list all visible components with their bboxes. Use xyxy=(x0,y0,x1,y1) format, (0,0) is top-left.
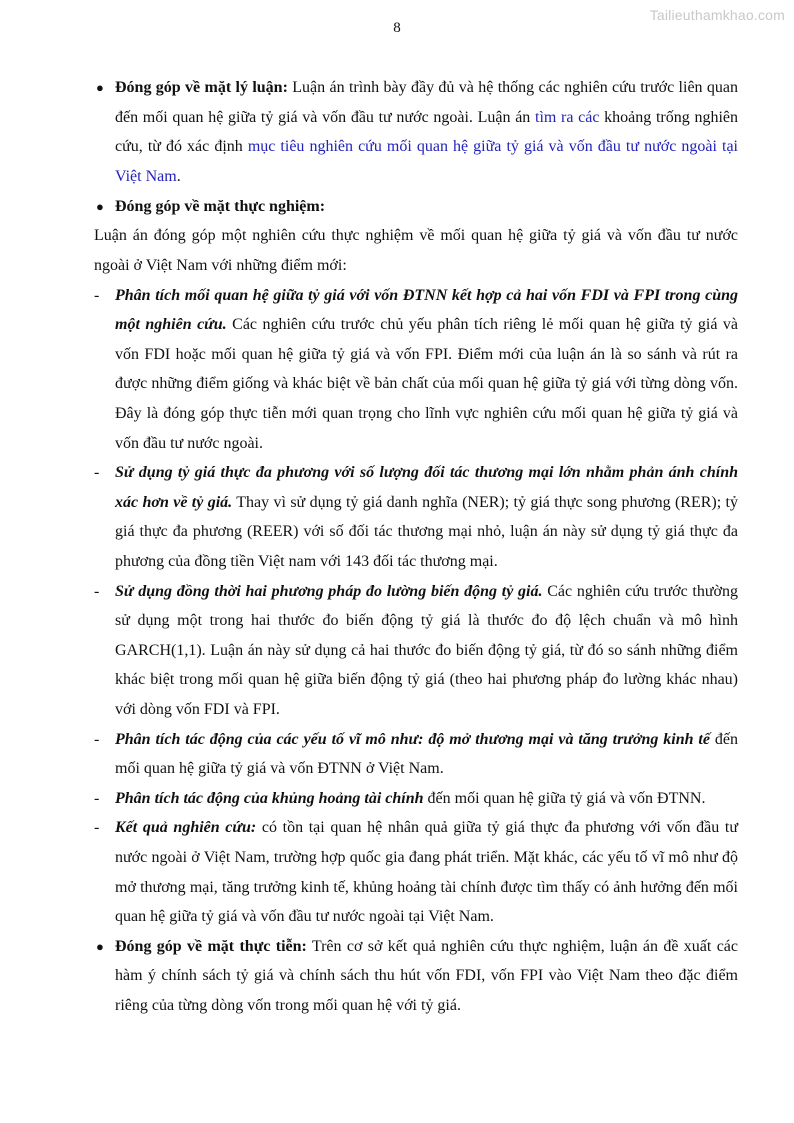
theory-contribution-item xyxy=(94,73,738,191)
theory-link-1[interactable]: tìm ra các xyxy=(535,108,600,126)
point-text: đến mối quan hệ giữa tỷ giá và vốn ĐTNN ở Việt Nam. xyxy=(115,730,738,778)
list-item xyxy=(94,784,738,814)
point-text: Các nghiên cứu trước chủ yếu phân tích riêng lẻ mối quan hệ giữa tỷ giá và vốn FDI hoặc mối quan hệ giữa tỷ giá và vốn FPI. Điểm mới của luận án là so sánh và rút ra được những điểm giống và khác biệt về bản chất của mối quan hệ giữa tỷ giá với từng dòng vốn. Đây là đóng góp thực tiễn mới quan trọng cho lĩnh vực nghiên cứu mối quan hệ giữa tỷ giá và vốn đầu tư nước ngoài. xyxy=(115,316,739,452)
list-item xyxy=(94,813,738,931)
dash-marker: - xyxy=(94,730,100,748)
list-item xyxy=(94,725,738,784)
watermark: Tailieuthamkhao.com xyxy=(649,7,785,23)
dash-marker: - xyxy=(94,582,100,600)
practical-heading: Đóng góp về mặt thực tiễn: xyxy=(115,937,307,955)
point-text: có tồn tại quan hệ nhân quả giữa tỷ giá thực đa phương với vốn đầu tư nước ngoài ở Việt Nam, trường hợp quốc gia đang phát triển. Mặt khác, các yếu tố vĩ mô như độ mở thương mại, tăng trưởng kinh tế, khủng hoảng tài chính được tìm thấy có ảnh hưởng đến mối quan hệ giữa tỷ giá và vốn đầu tư nước ngoài tại Việt Nam. xyxy=(115,819,739,926)
dash-marker: - xyxy=(94,819,100,837)
bullet-icon: ● xyxy=(96,80,104,95)
theory-heading: Đóng góp về mặt lý luận: xyxy=(115,79,288,96)
theory-text-1: Luận án trình bày đầy đủ và hệ thống các nghiên cứu trước liên quan đến mối quan hệ giữa tỷ giá và vốn đầu tư nước ngoài. Luận án xyxy=(115,79,739,126)
list-item xyxy=(94,458,738,576)
list-item xyxy=(94,577,738,725)
empirical-intro: Luận án đóng góp một nghiên cứu thực nghiệm về mối quan hệ giữa tỷ giá và vốn đầu tư nước ngoài ở Việt Nam với những điểm mới: xyxy=(94,227,738,275)
empirical-heading: Đóng góp về mặt thực nghiệm: xyxy=(115,197,326,215)
dash-marker: - xyxy=(94,286,100,304)
dash-marker: - xyxy=(94,464,100,482)
theory-link-2[interactable]: mục tiêu nghiên cứu mối quan hệ giữa tỷ giá và vốn đầu tư nước ngoài tại Việt Nam xyxy=(115,138,738,185)
bullet-icon: ● xyxy=(96,938,104,954)
list-item xyxy=(94,281,738,459)
bullet-icon: ● xyxy=(96,198,104,214)
document-body xyxy=(94,73,738,1021)
practical-contribution-item xyxy=(94,932,738,1021)
point-heading: Phân tích tác động của khủng hoảng tài chính xyxy=(115,789,424,807)
point-heading: Phân tích mối quan hệ giữa tỷ giá với vốn ĐTNN kết hợp cả hai vốn FDI và FPI trong cùng một nghiên cứu. xyxy=(115,286,738,334)
empirical-contribution-item xyxy=(94,192,738,222)
point-text: đến mối quan hệ giữa tỷ giá và vốn ĐTNN. xyxy=(423,789,706,807)
dash-marker: - xyxy=(94,789,100,807)
page-number: 8 xyxy=(393,20,401,36)
point-heading: Sử dụng tỷ giá thực đa phương với số lượng đối tác thương mại lớn nhằm phản ánh chính xác hơn về tỷ giá. xyxy=(115,464,738,511)
point-heading: Kết quả nghiên cứu: xyxy=(115,819,257,837)
point-text: Thay vì sử dụng tỷ giá danh nghĩa (NER); tỷ giá thực song phương (RER); tỷ giá thực đa phương (REER) với số đối tác thương mại nhỏ, luận án này sử dụng tỷ giá thực đa phương của đồng tiền Việt nam với 143 đối tác thương mại. xyxy=(115,493,739,570)
theory-text-2: khoảng trống nghiên cứu, từ đó xác định xyxy=(115,108,739,156)
point-text: Các nghiên cứu trước thường sử dụng một trong hai thước đo biến động tỷ giá là thước đo độ lệch chuẩn và mô hình GARCH(1,1). Luận án này sử dụng cả hai thước đo biến động tỷ giá, từ đó so sánh những điểm khác biệt trong mối quan hệ giữa biến động tỷ giá (theo hai phương pháp đo lường khác nhau) với dòng vốn FDI và FPI. xyxy=(115,582,739,718)
practical-text: Trên cơ sở kết quả nghiên cứu thực nghiệm, luận án đề xuất các hàm ý chính sách tỷ giá và chính sách thu hút vốn FDI, vốn FPI vào Việt Nam theo đặc điểm riêng của từng dòng vốn trong mối quan hệ với tỷ giá. xyxy=(115,937,738,1014)
point-heading: Sử dụng đồng thời hai phương pháp đo lường biến động tỷ giá. xyxy=(115,582,543,600)
theory-text-3: . xyxy=(176,167,181,185)
point-heading: Phân tích tác động của các yếu tố vĩ mô như: độ mở thương mại và tăng trưởng kinh tế xyxy=(115,730,710,748)
